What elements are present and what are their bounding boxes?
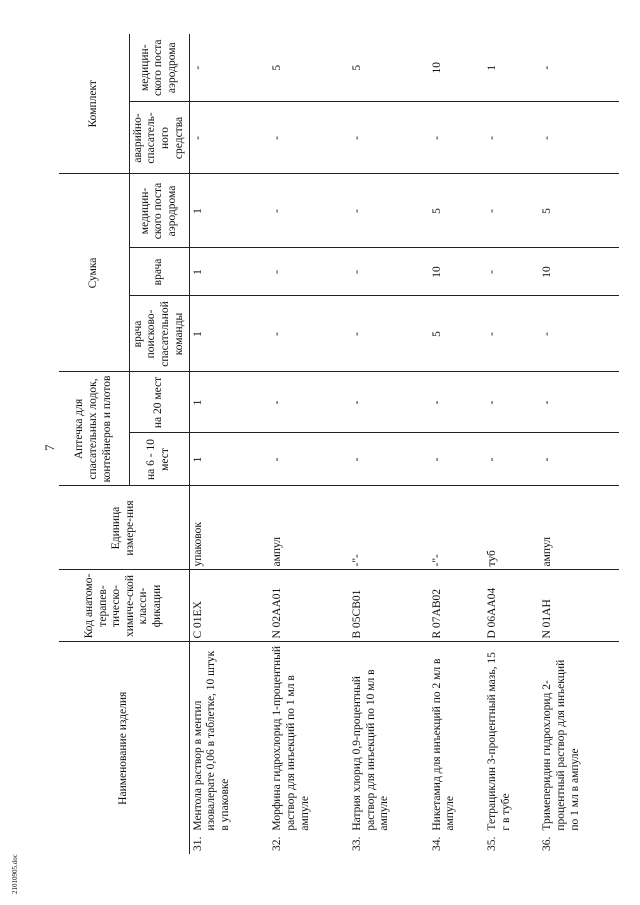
cell-code: N 02АА01 [269, 570, 349, 642]
cell-kit-boats-20: - [269, 372, 349, 433]
cell-unit: -"- [349, 486, 429, 570]
cell-name [269, 642, 349, 854]
header-unit: Единица измере-ния [59, 486, 189, 570]
cell-bag-search-doctor: - [349, 296, 429, 372]
cell-bag-search-doctor: - [484, 296, 539, 372]
rotated-table-container [59, 34, 619, 854]
header-kit-boats: Аптечка для спасательных лодок, контейнеров и плотов [59, 372, 129, 486]
cell-kit-boats-6-10: - [539, 433, 619, 486]
cell-kit-medpost: 10 [429, 34, 484, 102]
cell-kit-emergency: - [189, 102, 269, 174]
item-name: Тримеперидин гидрохлорид 2-процентный раствор для инъекций по 1 мл в ампуле [541, 659, 581, 831]
cell-unit: ампул [539, 486, 619, 570]
row-number: 33. [351, 836, 364, 851]
cell-bag-search-doctor: 5 [429, 296, 484, 372]
item-name: Никетамид для инъекций по 2 мл в ампуле [430, 658, 457, 831]
cell-kit-boats-6-10: - [349, 433, 429, 486]
table-body [189, 34, 619, 854]
header-kit-emergency: аварийно-спасатель-ного средства [129, 102, 189, 174]
cell-kit-boats-20: 1 [189, 372, 269, 433]
cell-unit: -"- [429, 486, 484, 570]
table-row [189, 34, 269, 854]
item-name: Натрия хлорид 0,9-процентный раствор для инъекций по 10 мл в ампуле [351, 669, 391, 831]
cell-kit-boats-20: - [484, 372, 539, 433]
cell-name [539, 642, 619, 854]
cell-bag-doctor: 10 [539, 248, 619, 296]
table-row [484, 34, 539, 854]
cell-name [484, 642, 539, 854]
cell-bag-search-doctor: - [269, 296, 349, 372]
table-row [429, 34, 484, 854]
cell-bag-medpost: - [484, 174, 539, 248]
cell-name [349, 642, 429, 854]
cell-bag-medpost: 1 [189, 174, 269, 248]
cell-bag-doctor: - [484, 248, 539, 296]
row-number: 32. [271, 836, 284, 851]
cell-bag-search-doctor: - [539, 296, 619, 372]
cell-kit-boats-20: - [429, 372, 484, 433]
cell-kit-medpost: 1 [484, 34, 539, 102]
cell-bag-doctor: 1 [189, 248, 269, 296]
row-number: 36. [541, 836, 554, 851]
header-bag-doctor: врача [129, 248, 189, 296]
cell-kit-medpost: - [539, 34, 619, 102]
cell-kit-boats-20: - [349, 372, 429, 433]
supply-table [59, 34, 619, 854]
header-bag: Сумка [59, 174, 129, 372]
header-kit: Комплект [59, 34, 129, 174]
cell-kit-medpost: 5 [349, 34, 429, 102]
table-row [269, 34, 349, 854]
header-bag-medpost: медицин-ского поста аэродрома [129, 174, 189, 248]
header-bag-search-doctor: врача поисково-спасательной команды [129, 296, 189, 372]
cell-bag-doctor: 10 [429, 248, 484, 296]
row-number: 31. [191, 836, 204, 851]
cell-name [189, 642, 269, 854]
cell-kit-emergency: - [539, 102, 619, 174]
table-row [349, 34, 429, 854]
cell-kit-emergency: - [429, 102, 484, 174]
cell-code: N 01АН [539, 570, 619, 642]
row-number: 35. [485, 836, 498, 851]
cell-code: R 07АВ02 [429, 570, 484, 642]
row-number: 34. [430, 836, 443, 851]
cell-bag-search-doctor: 1 [189, 296, 269, 372]
footer [5, 854, 35, 894]
item-name: Морфина гидрохлорид 1-процентный раствор для инъекций по 1 мл в ампуле [271, 645, 311, 831]
cell-kit-medpost: - [189, 34, 269, 102]
cell-code: С 01ЕХ [189, 570, 269, 642]
cell-name [429, 642, 484, 854]
header-code: Код анатомо-терапев-тическо-химиче-ской класси-фикации [59, 570, 189, 642]
cell-unit: туб [484, 486, 539, 570]
table-row [539, 34, 619, 854]
cell-code: D 06АА04 [484, 570, 539, 642]
footer-filename: 21010905.doc [11, 854, 19, 894]
cell-code: В 05СВ01 [349, 570, 429, 642]
cell-kit-boats-6-10: - [429, 433, 484, 486]
cell-kit-medpost: 5 [269, 34, 349, 102]
cell-kit-emergency: - [269, 102, 349, 174]
table-rotation-layer [59, 34, 619, 854]
header-kit-boats-6-10: на 6 - 10 мест [129, 433, 189, 486]
item-name: Ментола раствор в ментил изовалерате 0,06 в таблетке, 10 штук в упаковке [191, 650, 231, 831]
cell-bag-medpost: 5 [429, 174, 484, 248]
page-number-text: 7 [42, 444, 57, 451]
cell-kit-boats-6-10: - [269, 433, 349, 486]
cell-kit-emergency: - [349, 102, 429, 174]
cell-bag-medpost: 5 [539, 174, 619, 248]
cell-bag-doctor: - [349, 248, 429, 296]
header-row-top [59, 34, 129, 854]
cell-bag-medpost: - [269, 174, 349, 248]
cell-kit-boats-6-10: - [484, 433, 539, 486]
cell-kit-boats-20: - [539, 372, 619, 433]
cell-bag-medpost: - [349, 174, 429, 248]
header-name: Наименование изделия [59, 642, 189, 854]
header-kit-medpost: медицин-ского поста аэродрома [129, 34, 189, 102]
cell-bag-doctor: - [269, 248, 349, 296]
cell-unit: ампул [269, 486, 349, 570]
header-kit-boats-20: на 20 мест [129, 372, 189, 433]
cell-kit-emergency: - [484, 102, 539, 174]
cell-kit-boats-6-10: 1 [189, 433, 269, 486]
item-name: Тетрациклин 3-процентный мазь, 15 г в тубе [485, 652, 512, 831]
cell-unit: упаковок [189, 486, 269, 570]
